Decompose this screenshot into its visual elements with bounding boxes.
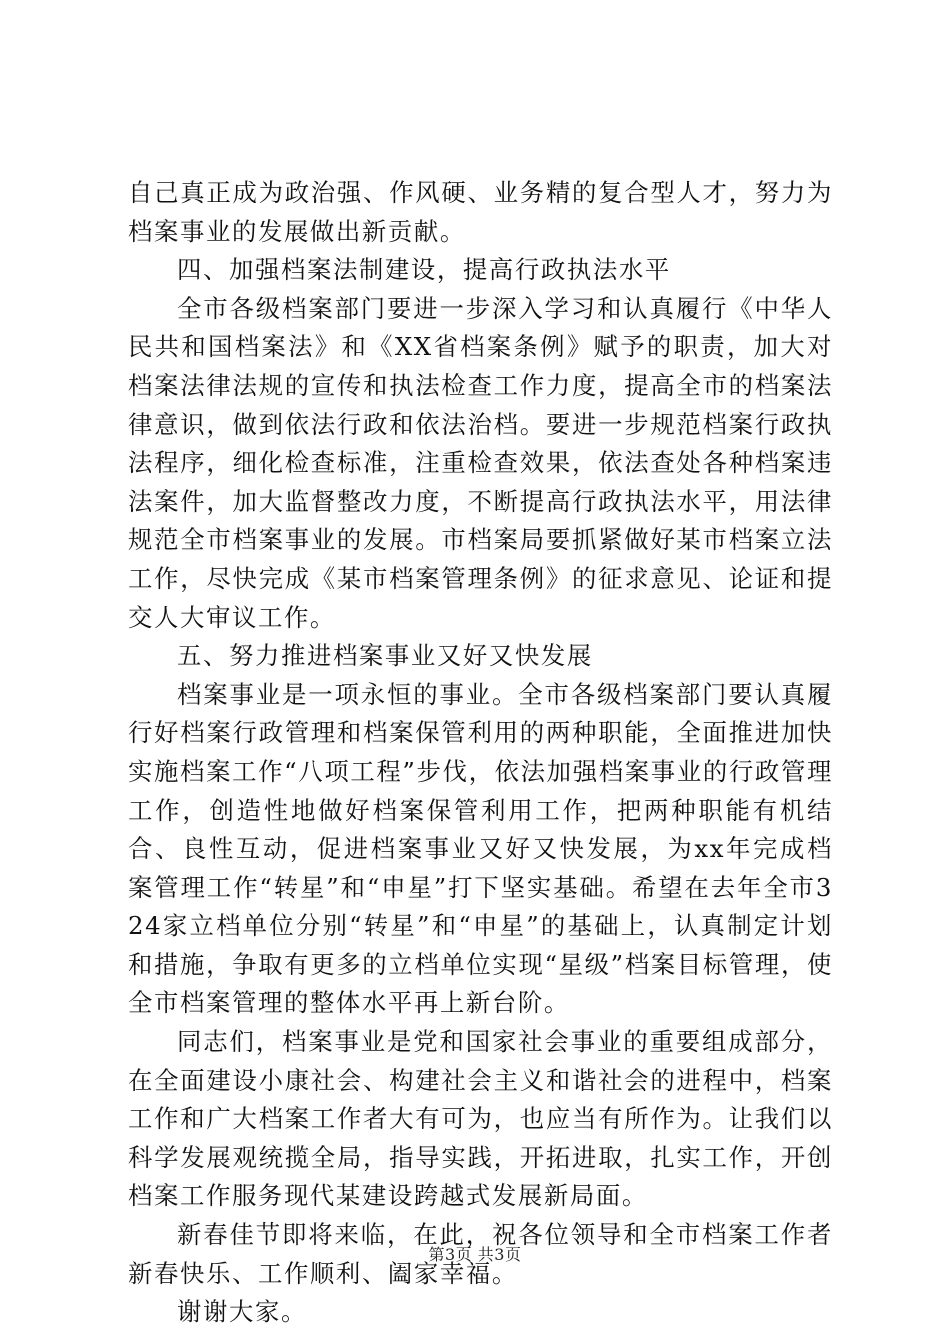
paragraph-greetings: 新春佳节即将来临，在此，祝各位领导和全市档案工作者新春快乐、工作顺利、阖家幸福。 — [128, 1220, 833, 1288]
paragraph-archive-development: 档案事业是一项永恒的事业。全市各级档案部门要认真履行好档案行政管理和档案保管利用的两种职能，全面推进加快实施档案工作“八项工程”步伐，依法加强档案事业的行政管理工作，创造性地做好档案保管利用工作，把两种职能有机结合、良性互动，促进档案事业又好又快发展，为xx年完成档案管理工作“转星”和“申星”打下坚实基础。希望在去年全市324家立档单位分别“转星”和“申星”的基础上，认真制定计划和措施，争取有更多的立档单位实现“星级”档案目标管理，使全市档案管理的整体水平再上新台阶。 — [128, 679, 833, 1018]
paragraph-comrades: 同志们，档案事业是党和国家社会事业的重要组成部分，在全面建设小康社会、构建社会主义和谐社会的进程中，档案工作和广大档案工作者大有可为，也应当有所作为。让我们以科学发展观统揽全局，指导实践，开拓进取，扎实工作，开创档案工作服务现代某建设跨越式发展新局面。 — [128, 1027, 833, 1211]
document-body — [128, 174, 833, 1332]
paragraph-continuation: 自己真正成为政治强、作风硬、业务精的复合型人才，努力为档案事业的发展做出新贡献。 — [128, 178, 833, 246]
paragraph-archive-law: 全市各级档案部门要进一步深入学习和认真履行《中华人民共和国档案法》和《XX省档案条例》赋予的职责，加大对档案法律法规的宣传和执法检查工作力度，提高全市的档案法律意识，做到依法行政和依法治档。要进一步规范档案行政执法程序，细化检查标准，注重检查效果，依法查处各种档案违法案件，加大监督整改力度，不断提高行政执法水平，用法律规范全市档案事业的发展。市档案局要抓紧做好某市档案立法工作，尽快完成《某市档案管理条例》的征求意见、论证和提交人大审议工作。 — [128, 293, 833, 632]
section-heading-4: 四、加强档案法制建设，提高行政执法水平 — [177, 255, 671, 285]
paragraph-thanks: 谢谢大家。 — [177, 1297, 307, 1327]
section-heading-5: 五、努力推进档案事业又好又快发展 — [177, 641, 593, 671]
page-number-footer: 第3页 共3页 — [428, 1245, 522, 1264]
